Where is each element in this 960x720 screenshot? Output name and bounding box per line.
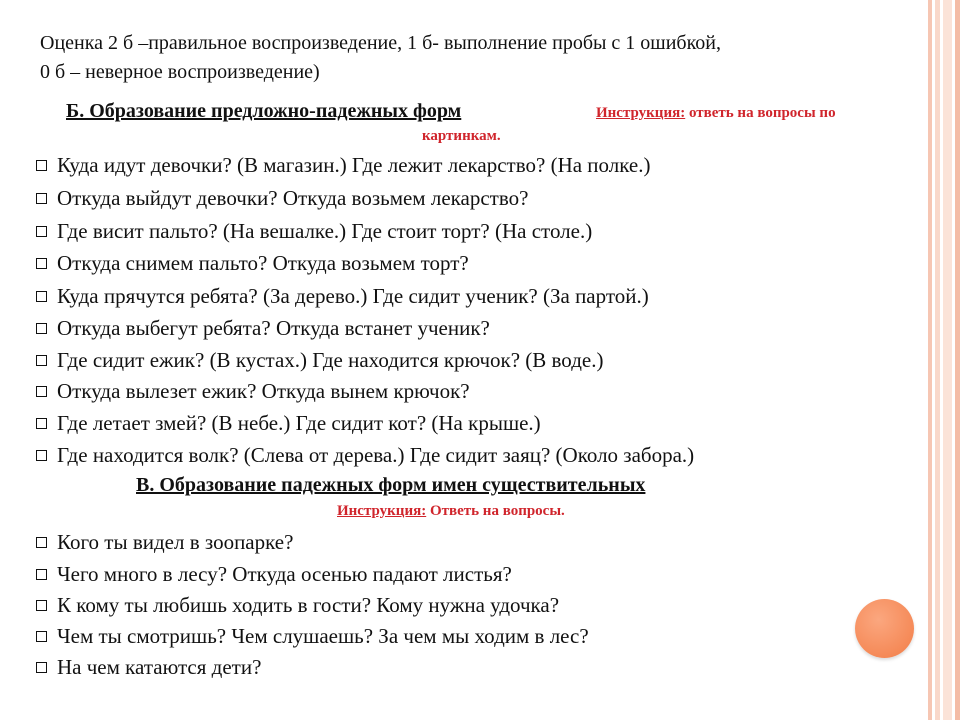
list-item-text: Где летает змей? (В небе.) Где сидит кот? (На крыше.) — [57, 411, 541, 435]
grading-note-line-2: 0 б – неверное воспроизведение) — [40, 61, 320, 83]
list-item-text: Откуда вылезет ежик? Откуда вынем крючок? — [57, 379, 470, 403]
checkbox-icon — [36, 226, 47, 237]
checkbox-icon — [36, 450, 47, 461]
list-item — [36, 283, 649, 309]
instruction-label: Инструкция: — [337, 503, 427, 519]
list-item — [36, 347, 603, 373]
checkbox-icon — [36, 631, 47, 642]
list-item-text: К кому ты любишь ходить в гости? Кому нужна удочка? — [57, 593, 560, 617]
list-item — [36, 218, 592, 244]
checkbox-icon — [36, 160, 47, 171]
list-item-text: Где висит пальто? (На вешалке.) Где стоит торт? (На столе.) — [57, 219, 593, 243]
list-item-text: Где находится волк? (Слева от дерева.) Где сидит заяц? (Около забора.) — [57, 443, 695, 467]
checkbox-icon — [36, 569, 47, 580]
checkbox-icon — [36, 386, 47, 397]
section-c-instruction — [337, 503, 565, 520]
list-item — [36, 185, 528, 211]
section-b-title: Б. Образование предложно-падежных форм — [66, 100, 462, 122]
section-b-instruction-line-1 — [596, 105, 836, 122]
checkbox-icon — [36, 537, 47, 548]
list-item-text: Кого ты видел в зоопарке? — [57, 530, 294, 554]
decorative-circle — [855, 599, 914, 658]
checkbox-icon — [36, 600, 47, 611]
checkbox-icon — [36, 291, 47, 302]
list-item — [36, 442, 694, 468]
list-item — [36, 250, 469, 276]
list-item-text: Где сидит ежик? (В кустах.) Где находится крючок? (В воде.) — [57, 348, 604, 372]
decorative-stripes — [924, 0, 960, 720]
stripe — [935, 0, 940, 720]
list-item — [36, 152, 651, 178]
stripe — [928, 0, 932, 720]
list-item-text: На чем катаются дети? — [57, 655, 262, 679]
list-item-text: Откуда снимем пальто? Откуда возьмем торт? — [57, 251, 469, 275]
instruction-text: ответь на вопросы по — [685, 105, 836, 121]
checkbox-icon — [36, 662, 47, 673]
list-item — [36, 529, 293, 555]
list-item — [36, 623, 589, 649]
list-item — [36, 592, 559, 618]
list-item-text: Откуда выйдут девочки? Откуда возьмем лекарство? — [57, 186, 529, 210]
list-item — [36, 315, 490, 341]
section-b-instruction-line-2: картинкам. — [422, 128, 501, 144]
list-item-text: Откуда выбегут ребята? Откуда встанет ученик? — [57, 316, 490, 340]
grading-note-line-1: Оценка 2 б –правильное воспроизведение, 1 б- выполнение пробы с 1 ошибкой, — [40, 32, 721, 54]
instruction-label: Инструкция: — [596, 105, 686, 121]
list-item-text: Куда прячутся ребята? (За дерево.) Где сидит ученик? (За партой.) — [57, 284, 649, 308]
list-item-text: Чем ты смотришь? Чем слушаешь? За чем мы ходим в лес? — [57, 624, 589, 648]
list-item — [36, 561, 512, 587]
checkbox-icon — [36, 418, 47, 429]
stripe — [955, 0, 960, 720]
section-c-title: В. Образование падежных форм имен существительных — [136, 474, 646, 496]
checkbox-icon — [36, 193, 47, 204]
list-item — [36, 378, 470, 404]
checkbox-icon — [36, 355, 47, 366]
list-item — [36, 654, 261, 680]
checkbox-icon — [36, 258, 47, 269]
list-item-text: Чего много в лесу? Откуда осенью падают листья? — [57, 562, 512, 586]
checkbox-icon — [36, 323, 47, 334]
instruction-text: Ответь на вопросы. — [426, 503, 565, 519]
list-item — [36, 410, 541, 436]
stripe — [943, 0, 952, 720]
list-item-text: Куда идут девочки? (В магазин.) Где лежит лекарство? (На полке.) — [57, 153, 651, 177]
